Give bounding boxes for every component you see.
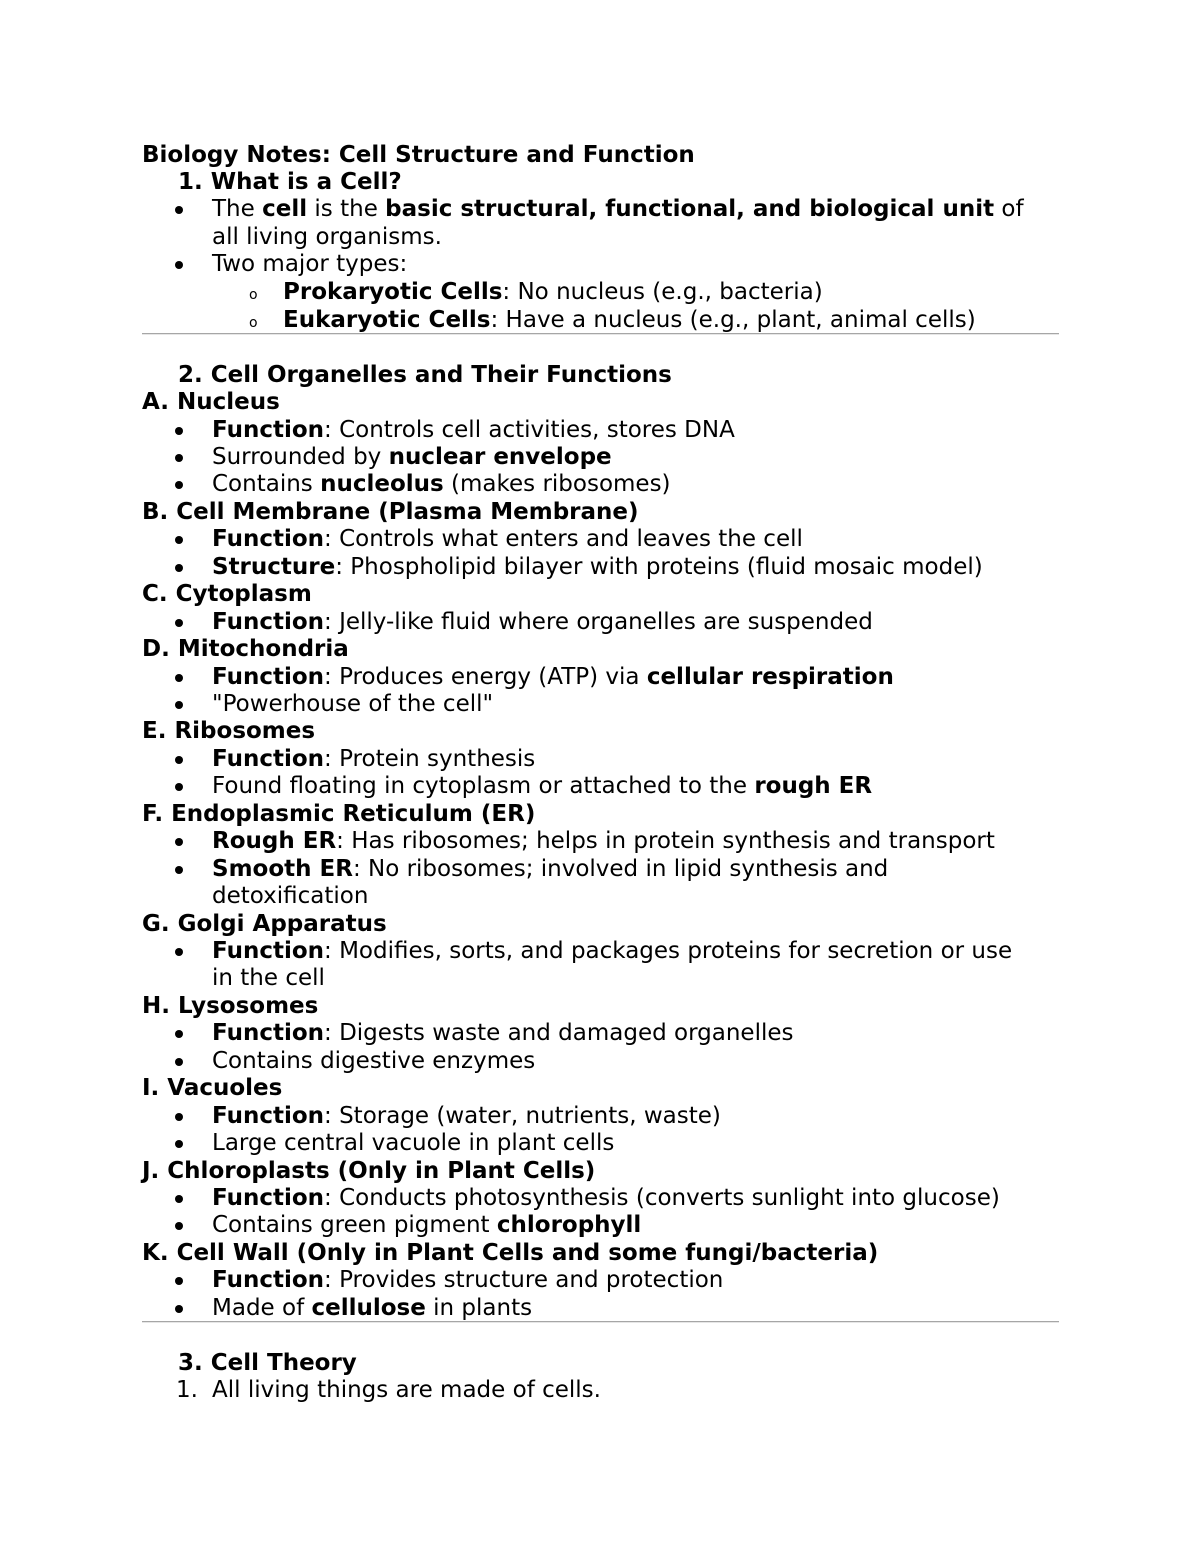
- bullet-icon: [175, 866, 183, 874]
- horizontal-rule: [142, 1321, 1059, 1323]
- sub-bullet-icon: o: [249, 287, 258, 303]
- list-item: Contains green pigment chlorophyll: [212, 1212, 642, 1238]
- bullet-icon: [175, 674, 183, 682]
- list-item: Function: Protein synthesis: [212, 746, 536, 772]
- list-item: Function: Produces energy (ATP) via cellular respiration: [212, 664, 894, 690]
- list-item: Contains digestive enzymes: [212, 1048, 536, 1074]
- list-item: "Powerhouse of the cell": [212, 691, 494, 717]
- subsection-heading-vacuoles: I. Vacuoles: [142, 1075, 283, 1101]
- list-item: Function: Storage (water, nutrients, waste): [212, 1103, 721, 1129]
- subsection-heading-lysosomes: H. Lysosomes: [142, 993, 319, 1019]
- list-item: Function: Jelly-like fluid where organelles are suspended: [212, 609, 873, 635]
- bullet-icon: [175, 1195, 183, 1203]
- bullet-icon: [175, 783, 183, 791]
- list-item: Function: Modifies, sorts, and packages proteins for secretion or use: [212, 938, 1013, 964]
- bullet-icon: [175, 454, 183, 462]
- bullet-icon: [175, 261, 183, 269]
- bullet-icon: [175, 1113, 183, 1121]
- section-heading-what-is-a-cell: 1. What is a Cell?: [178, 169, 402, 195]
- list-item: Smooth ER: No ribosomes; involved in lipid synthesis and: [212, 856, 889, 882]
- list-item: Function: Conducts photosynthesis (converts sunlight into glucose): [212, 1185, 1000, 1211]
- bullet-icon: [175, 756, 183, 764]
- list-item: Function: Provides structure and protection: [212, 1267, 724, 1293]
- bullet-icon: [175, 1222, 183, 1230]
- list-item: Made of cellulose in plants: [212, 1295, 533, 1321]
- bullet-icon: [175, 701, 183, 709]
- sub-bullet-icon: o: [249, 315, 258, 331]
- subsection-heading-golgi: G. Golgi Apparatus: [142, 911, 387, 937]
- list-item: Two major types:: [212, 251, 408, 277]
- numbered-list-item: All living things are made of cells.: [212, 1377, 601, 1403]
- bullet-icon: [175, 206, 183, 214]
- subsection-heading-er: F. Endoplasmic Reticulum (ER): [142, 801, 536, 827]
- list-item: Rough ER: Has ribosomes; helps in protein synthesis and transport: [212, 828, 995, 854]
- bullet-icon: [175, 1277, 183, 1285]
- bullet-icon: [175, 427, 183, 435]
- page-title: Biology Notes: Cell Structure and Function: [142, 142, 695, 168]
- numbered-item-marker: 1.: [176, 1377, 198, 1403]
- sub-list-item-eukaryotic: Eukaryotic Cells: Have a nucleus (e.g., plant, animal cells): [283, 307, 976, 333]
- subsection-heading-ribosomes: E. Ribosomes: [142, 718, 316, 744]
- subsection-heading-chloroplasts: J. Chloroplasts (Only in Plant Cells): [142, 1158, 596, 1184]
- section-heading-cell-theory: 3. Cell Theory: [178, 1350, 357, 1376]
- section-heading-organelles: 2. Cell Organelles and Their Functions: [178, 362, 672, 388]
- list-item: Surrounded by nuclear envelope: [212, 444, 612, 470]
- bullet-icon: [175, 948, 183, 956]
- bullet-icon: [175, 1030, 183, 1038]
- list-item: Function: Digests waste and damaged organelles: [212, 1020, 794, 1046]
- bullet-icon: [175, 481, 183, 489]
- bullet-icon: [175, 619, 183, 627]
- bullet-icon: [175, 838, 183, 846]
- bullet-icon: [175, 1058, 183, 1066]
- bullet-icon: [175, 1140, 183, 1148]
- horizontal-rule: [142, 333, 1059, 335]
- subsection-heading-mitochondria: D. Mitochondria: [142, 636, 349, 662]
- list-item-continuation: detoxification: [212, 883, 369, 909]
- subsection-heading-cytoplasm: C. Cytoplasm: [142, 581, 312, 607]
- bullet-icon: [175, 564, 183, 572]
- list-item: Structure: Phospholipid bilayer with proteins (fluid mosaic model): [212, 554, 983, 580]
- list-item: The cell is the basic structural, functional, and biological unit of: [212, 196, 1024, 222]
- list-item: Function: Controls what enters and leaves the cell: [212, 526, 803, 552]
- list-item-continuation: in the cell: [212, 965, 325, 991]
- list-item-continuation: all living organisms.: [212, 224, 442, 250]
- list-item: Large central vacuole in plant cells: [212, 1130, 615, 1156]
- subsection-heading-nucleus: A. Nucleus: [142, 389, 280, 415]
- list-item: Contains nucleolus (makes ribosomes): [212, 471, 671, 497]
- subsection-heading-cell-membrane: B. Cell Membrane (Plasma Membrane): [142, 499, 639, 525]
- list-item: Found floating in cytoplasm or attached to the rough ER: [212, 773, 873, 799]
- bullet-icon: [175, 536, 183, 544]
- bullet-icon: [175, 1305, 183, 1313]
- list-item: Function: Controls cell activities, stores DNA: [212, 417, 735, 443]
- sub-list-item-prokaryotic: Prokaryotic Cells: No nucleus (e.g., bacteria): [283, 279, 823, 305]
- subsection-heading-cell-wall: K. Cell Wall (Only in Plant Cells and some fungi/bacteria): [142, 1240, 879, 1266]
